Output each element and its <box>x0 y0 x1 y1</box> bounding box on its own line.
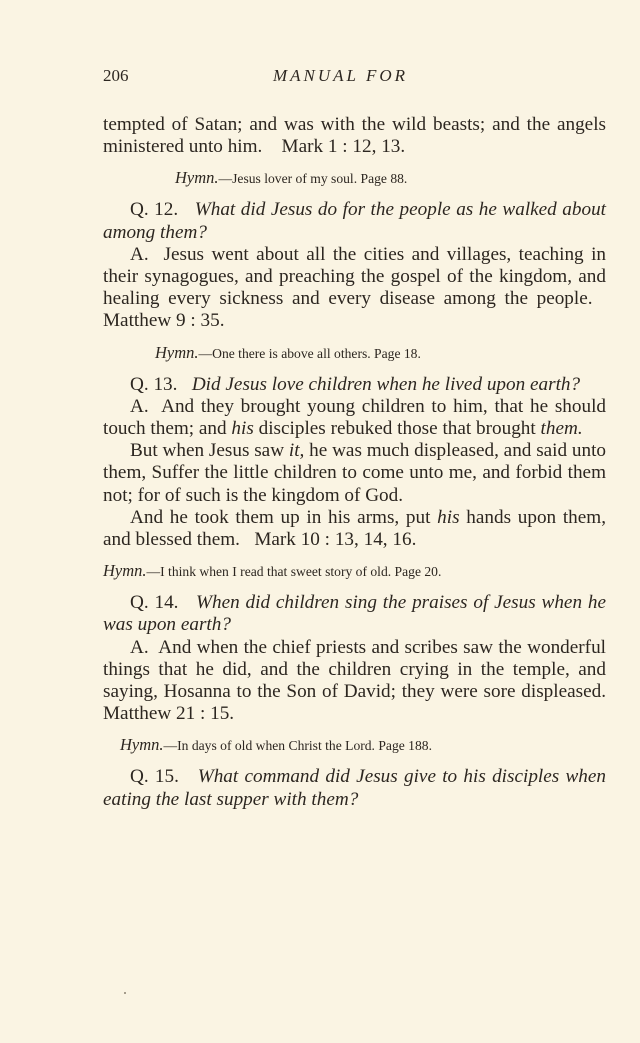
scripture-reference: Mark 10 : 13, 14, 16. <box>254 529 417 551</box>
question-15 <box>103 766 606 810</box>
hymn-label: Hymn. <box>120 735 164 755</box>
hymn-line <box>103 167 606 190</box>
paragraph: And he took them up in his arms, put his hands upon them, and blessed them. Mark 10 : 13, 14, 16. <box>103 506 607 551</box>
running-head: MANUAL FOR <box>273 66 408 85</box>
question-number: Q. 12. <box>130 199 179 221</box>
answer-label: A. <box>130 243 149 265</box>
hymn-text: —One there is above all others. Page 18. <box>198 345 421 361</box>
hymn-line <box>103 560 606 583</box>
question-14 <box>103 592 606 636</box>
question-text: When did children sing the praises of Jesus when he was upon earth? <box>103 592 606 636</box>
answer-14: A. And when the chief priests and scribes saw the wonderful things that he did, and the children crying in the temple, and saying, Hosanna to the Son of David; they were sore displeased. Matthew 21 : 15. <box>103 636 606 725</box>
question-13 <box>103 374 606 396</box>
paragraph-continuation: tempted of Satan; and was with the wild beasts; and the angels ministered unto him. Mark 1 : 12, 13. <box>103 114 606 158</box>
hymn-label: Hymn. <box>103 561 147 581</box>
question-text: What did Jesus do for the people as he walked about among them? <box>103 199 607 243</box>
question-text: What command did Jesus give to his disciples when eating the last supper with them? <box>103 766 607 810</box>
page-number: 206 <box>103 66 129 85</box>
question-text: Did Jesus love children when he lived upon earth? <box>191 373 581 395</box>
page-body <box>103 114 606 811</box>
question-12 <box>103 199 606 243</box>
answer-13: A. And they brought young children to him, that he should touch them; and his disciples rebuked those that brought them. <box>103 395 606 440</box>
hymn-label: Hymn. <box>155 342 199 362</box>
question-number: Q. 13. <box>130 373 178 395</box>
paragraph: But when Jesus saw it, he was much displeased, and said unto them, Suffer the little children to come unto me, and forbid them not; for of such is the kingdom of God. <box>103 440 607 506</box>
hymn-line <box>103 734 606 757</box>
page-header <box>103 66 606 90</box>
scripture-reference: Matthew 9 : 35. <box>103 310 225 332</box>
scripture-reference: Mark 1 : 12, 13. <box>281 136 406 158</box>
answer-label: A. <box>130 636 149 658</box>
hymn-text: —In days of old when Christ the Lord. Page 188. <box>163 738 432 754</box>
question-number: Q. 14. <box>130 592 179 614</box>
question-number: Q. 15. <box>130 766 179 788</box>
answer-label: A. <box>130 395 149 417</box>
hymn-label: Hymn. <box>175 168 219 188</box>
hymn-line <box>103 342 606 365</box>
hymn-text: —Jesus lover of my soul. Page 88. <box>218 171 408 187</box>
scripture-reference: Matthew 21 : 15. <box>103 703 235 725</box>
answer-12: A. Jesus went about all the cities and villages, teaching in their synagogues, and preaching the gospel of the kingdom, and healing every sickness and every disease among the people. Matthew 9 : 35. <box>103 243 606 332</box>
hymn-text: —I think when I read that sweet story of old. Page 20. <box>146 564 442 580</box>
paper-speck <box>124 992 126 994</box>
